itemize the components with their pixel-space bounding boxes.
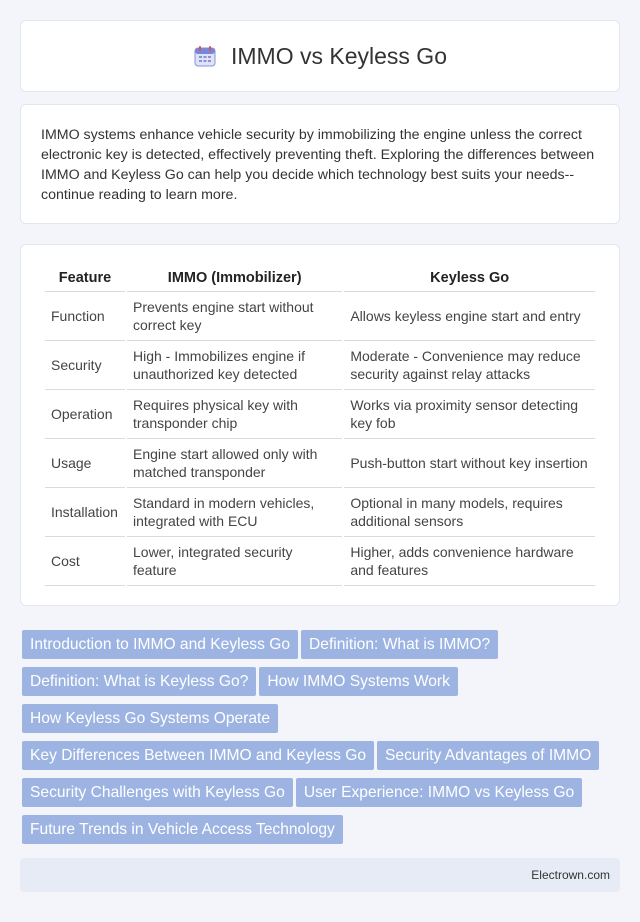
- table-cell: Requires physical key with transponder chip: [127, 390, 342, 439]
- table-cell: Operation: [45, 390, 125, 439]
- table-cell: Optional in many models, requires additional sensors: [344, 488, 595, 537]
- tag-definition-keyless-go[interactable]: Definition: What is Keyless Go?: [22, 667, 256, 696]
- tag-user-experience[interactable]: User Experience: IMMO vs Keyless Go: [296, 778, 582, 807]
- table-cell: Function: [45, 292, 125, 341]
- comparison-table: [43, 265, 597, 586]
- tag-introduction[interactable]: Introduction to IMMO and Keyless Go: [22, 630, 298, 659]
- table-cell: Prevents engine start without correct key: [127, 292, 342, 341]
- tag-how-keyless-go-operates[interactable]: How Keyless Go Systems Operate: [22, 704, 278, 733]
- tag-definition-immo[interactable]: Definition: What is IMMO?: [301, 630, 498, 659]
- table-cell: Lower, integrated security feature: [127, 537, 342, 586]
- table-row: [45, 390, 595, 439]
- table-cell: Engine start allowed only with matched transponder: [127, 439, 342, 488]
- table-cell: Moderate - Convenience may reduce security against relay attacks: [344, 341, 595, 390]
- table-cell: Usage: [45, 439, 125, 488]
- footer: [20, 858, 620, 892]
- column-header: IMMO (Immobilizer): [127, 265, 342, 292]
- intro-text: IMMO systems enhance vehicle security by immobilizing the engine unless the correct electronic key is detected, effectively preventing theft. Exploring the differences between IMMO and Keyless Go can help you decide which technology best suits your needs--continue reading to learn more.: [41, 127, 595, 203]
- column-header: Feature: [45, 265, 125, 292]
- tag-future-trends[interactable]: Future Trends in Vehicle Access Technology: [22, 815, 343, 844]
- intro-card: [20, 104, 620, 224]
- table-cell: Security: [45, 341, 125, 390]
- table-header-row: [45, 265, 595, 292]
- table-cell: Cost: [45, 537, 125, 586]
- tag-security-advantages[interactable]: Security Advantages of IMMO: [377, 741, 599, 770]
- table-row: [45, 341, 595, 390]
- table-cell: Standard in modern vehicles, integrated with ECU: [127, 488, 342, 537]
- table-cell: Allows keyless engine start and entry: [344, 292, 595, 341]
- comparison-table-card: [20, 244, 620, 606]
- calendar-icon: [193, 44, 217, 68]
- table-cell: High - Immobilizes engine if unauthorized key detected: [127, 341, 342, 390]
- table-cell: Installation: [45, 488, 125, 537]
- table-row: [45, 439, 595, 488]
- table-row: [45, 488, 595, 537]
- footer-brand[interactable]: Electrown.com: [531, 868, 610, 882]
- tag-security-challenges[interactable]: Security Challenges with Keyless Go: [22, 778, 293, 807]
- header-card: [20, 20, 620, 92]
- tag-key-differences[interactable]: Key Differences Between IMMO and Keyless Go: [22, 741, 374, 770]
- table-cell: Works via proximity sensor detecting key fob: [344, 390, 595, 439]
- table-cell: Higher, adds convenience hardware and features: [344, 537, 595, 586]
- table-cell: Push-button start without key insertion: [344, 439, 595, 488]
- table-row: [45, 537, 595, 586]
- page-title: IMMO vs Keyless Go: [231, 42, 447, 69]
- topic-tags: [22, 630, 622, 852]
- column-header: Keyless Go: [344, 265, 595, 292]
- table-row: [45, 292, 595, 341]
- tag-how-immo-works[interactable]: How IMMO Systems Work: [259, 667, 458, 696]
